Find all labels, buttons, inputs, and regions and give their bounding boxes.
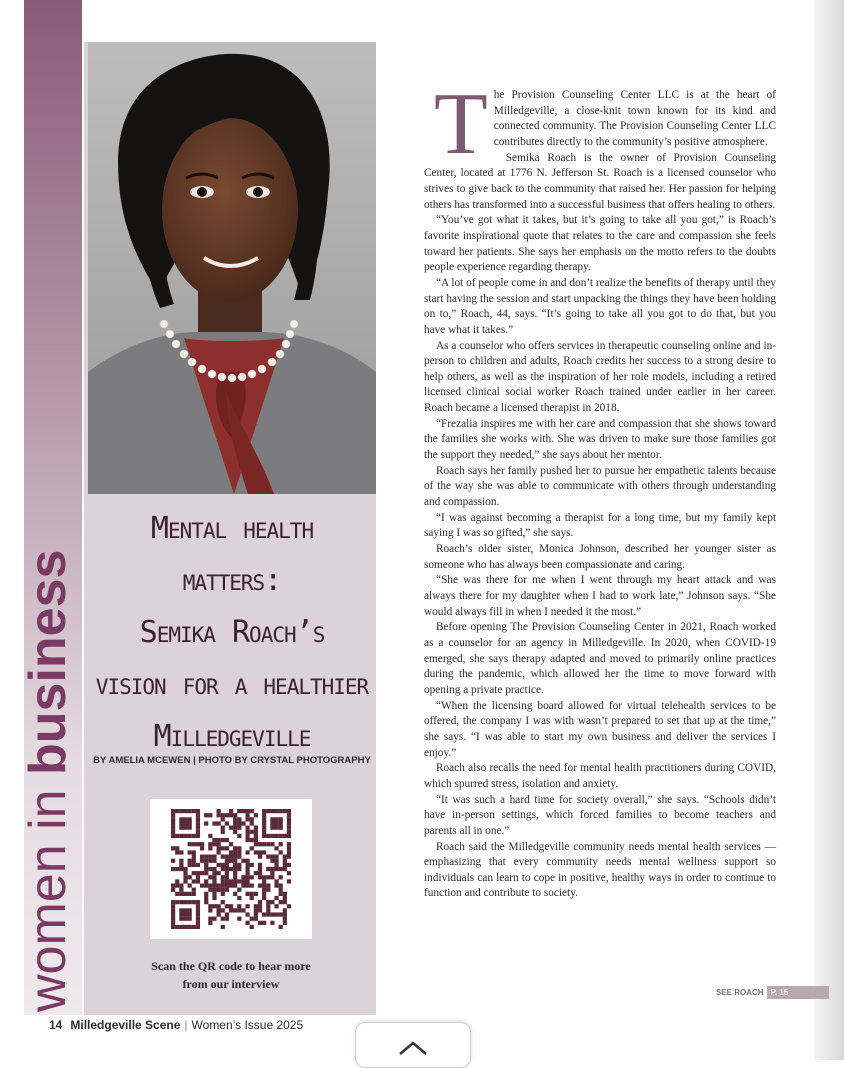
headline-line: Semika Roach’s (139, 615, 325, 650)
headline-line: Milledgeville (153, 719, 311, 754)
byline: BY AMELIA MCEWEN | PHOTO BY CRYSTAL PHOTOGRAPHY (93, 755, 371, 766)
article-paragraph: “When the licensing board allowed for virtual telehealth services to be offered, the company I was with wasn’t prepared to set that up at the time,” she says. “I was able to start my own business and deliver the services I enjoy.” (424, 699, 776, 759)
article-body (424, 76, 776, 902)
portrait-photo (88, 42, 376, 494)
footer-separator: | (184, 1018, 188, 1032)
headline-line: vision for a healthier (95, 667, 369, 702)
article-paragraph: As a counselor who offers services in therapeutic counseling online and in-person to children and adults, Roach credits her success to a strong desire to help others, as well as the inspiration of her role models, including a retired licensed clinical social worker Roach trained under earlier in her career. Roach became a licensed therapist in 2018. (424, 339, 776, 415)
qr-cta-line: Scan the QR code to hear more (151, 959, 311, 973)
page-edge-shadow (814, 0, 844, 1060)
page-number: 14 (49, 1018, 63, 1032)
photo-top-band (84, 0, 376, 42)
magazine-name: Milledgeville Scene (70, 1018, 181, 1032)
article-headline (88, 503, 376, 763)
article-paragraph: Roach said the Milledgeville community needs mental health services — emphasizing that every community needs mental wellness support so individuals can learn to cope in positive, healthy ways in order to continue to function and contribute to society. (424, 840, 776, 900)
article-paragraph: “I was against becoming a therapist for a long time, but my family kept saying I was so gifted,” she says. (424, 511, 776, 540)
article-paragraph: “A lot of people come in and don’t realize the benefits of therapy until they start having the session and start unpacking the things they have been holding on to,” Roach, 44, says. “It’s going to take all you got to do that, but you have what it takes.” (424, 276, 776, 336)
continued-page: P. 15 (767, 986, 829, 999)
page-footer (49, 1018, 303, 1032)
section-title-prefix: women in (19, 775, 77, 1012)
headline-line: Mental health (150, 511, 314, 546)
drop-cap: T (434, 76, 488, 173)
article-paragraph: Roach also recalls the need for mental health practitioners during COVID, which spurred stress, isolation and anxiety. (424, 762, 776, 790)
qr-code[interactable] (171, 809, 291, 929)
section-title-emphasis: business (19, 549, 77, 775)
continued-on-label[interactable] (716, 986, 829, 999)
scroll-up-tab[interactable] (355, 1022, 471, 1068)
chevron-up-icon[interactable] (398, 1041, 428, 1055)
qr-cta-line: from our interview (182, 977, 280, 991)
article-paragraph: Roach’s older sister, Monica Johnson, described her younger sister as someone who has always been compassionate and caring. (424, 543, 776, 571)
qr-call-to-action (120, 957, 342, 993)
article-paragraph: Semika Roach is the owner of Provision Counseling Center, located at 1776 N. Jefferson St. Roach is a licensed counselor who strives to give back to the community that raised her. Her passion for helping others has transformed into a successful business that offers healing to others. (424, 151, 776, 211)
portrait-illustration (88, 42, 376, 494)
article-paragraph (424, 76, 776, 173)
article-lead-text: he Provision Counseling Center LLC is at the heart of Milledgeville, a close-knit town known for its kind and connected community. The Provision Counseling Center LLC contributes directly to the community’s positive atmosphere. (493, 89, 776, 148)
article-paragraph: “Frezalia inspires me with her care and compassion that she shows toward the families she works with. She was driven to make sure those families got the support they needed,” she says about her mentor. (424, 417, 776, 462)
article-paragraph: “You’ve got what it takes, but it’s going to take all you got,” is Roach’s favorite inspirational quote that relates to the care and compassion she feels toward her patients. She says her emphasis on the motto refers to the doubts people experience regarding therapy. (424, 214, 776, 274)
qr-code-box[interactable] (150, 799, 312, 939)
article-paragraph: Before opening The Provision Counseling Center in 2021, Roach worked as a counselor for an agency in Milledgeville. In 2020, when COVID-19 emerged, she says therapy adapted and moved to primarily online practices during the pandemic, which allowed her the time to move forward with opening a private practice. (424, 621, 776, 696)
issue-name: Women’s Issue 2025 (191, 1018, 304, 1032)
article-paragraph: “It was such a hard time for society overall,” she says. “Schools didn’t have in-person settings, which forced families to become teachers and parents all in one.” (424, 793, 776, 837)
article-paragraph: “She was there for me when I went through my heart attack and was always there for my daughter when I had to work late,” Johnson says. “She would always fill in when I needed it the most.” (424, 574, 776, 618)
section-title (20, 550, 76, 1012)
continued-label: SEE ROACH (716, 988, 764, 997)
article-paragraph: Roach says her family pushed her to pursue her empathetic talents because of the way she was able to communicate with others through understanding and compassion. (424, 464, 776, 509)
headline-line: matters: (182, 563, 282, 598)
